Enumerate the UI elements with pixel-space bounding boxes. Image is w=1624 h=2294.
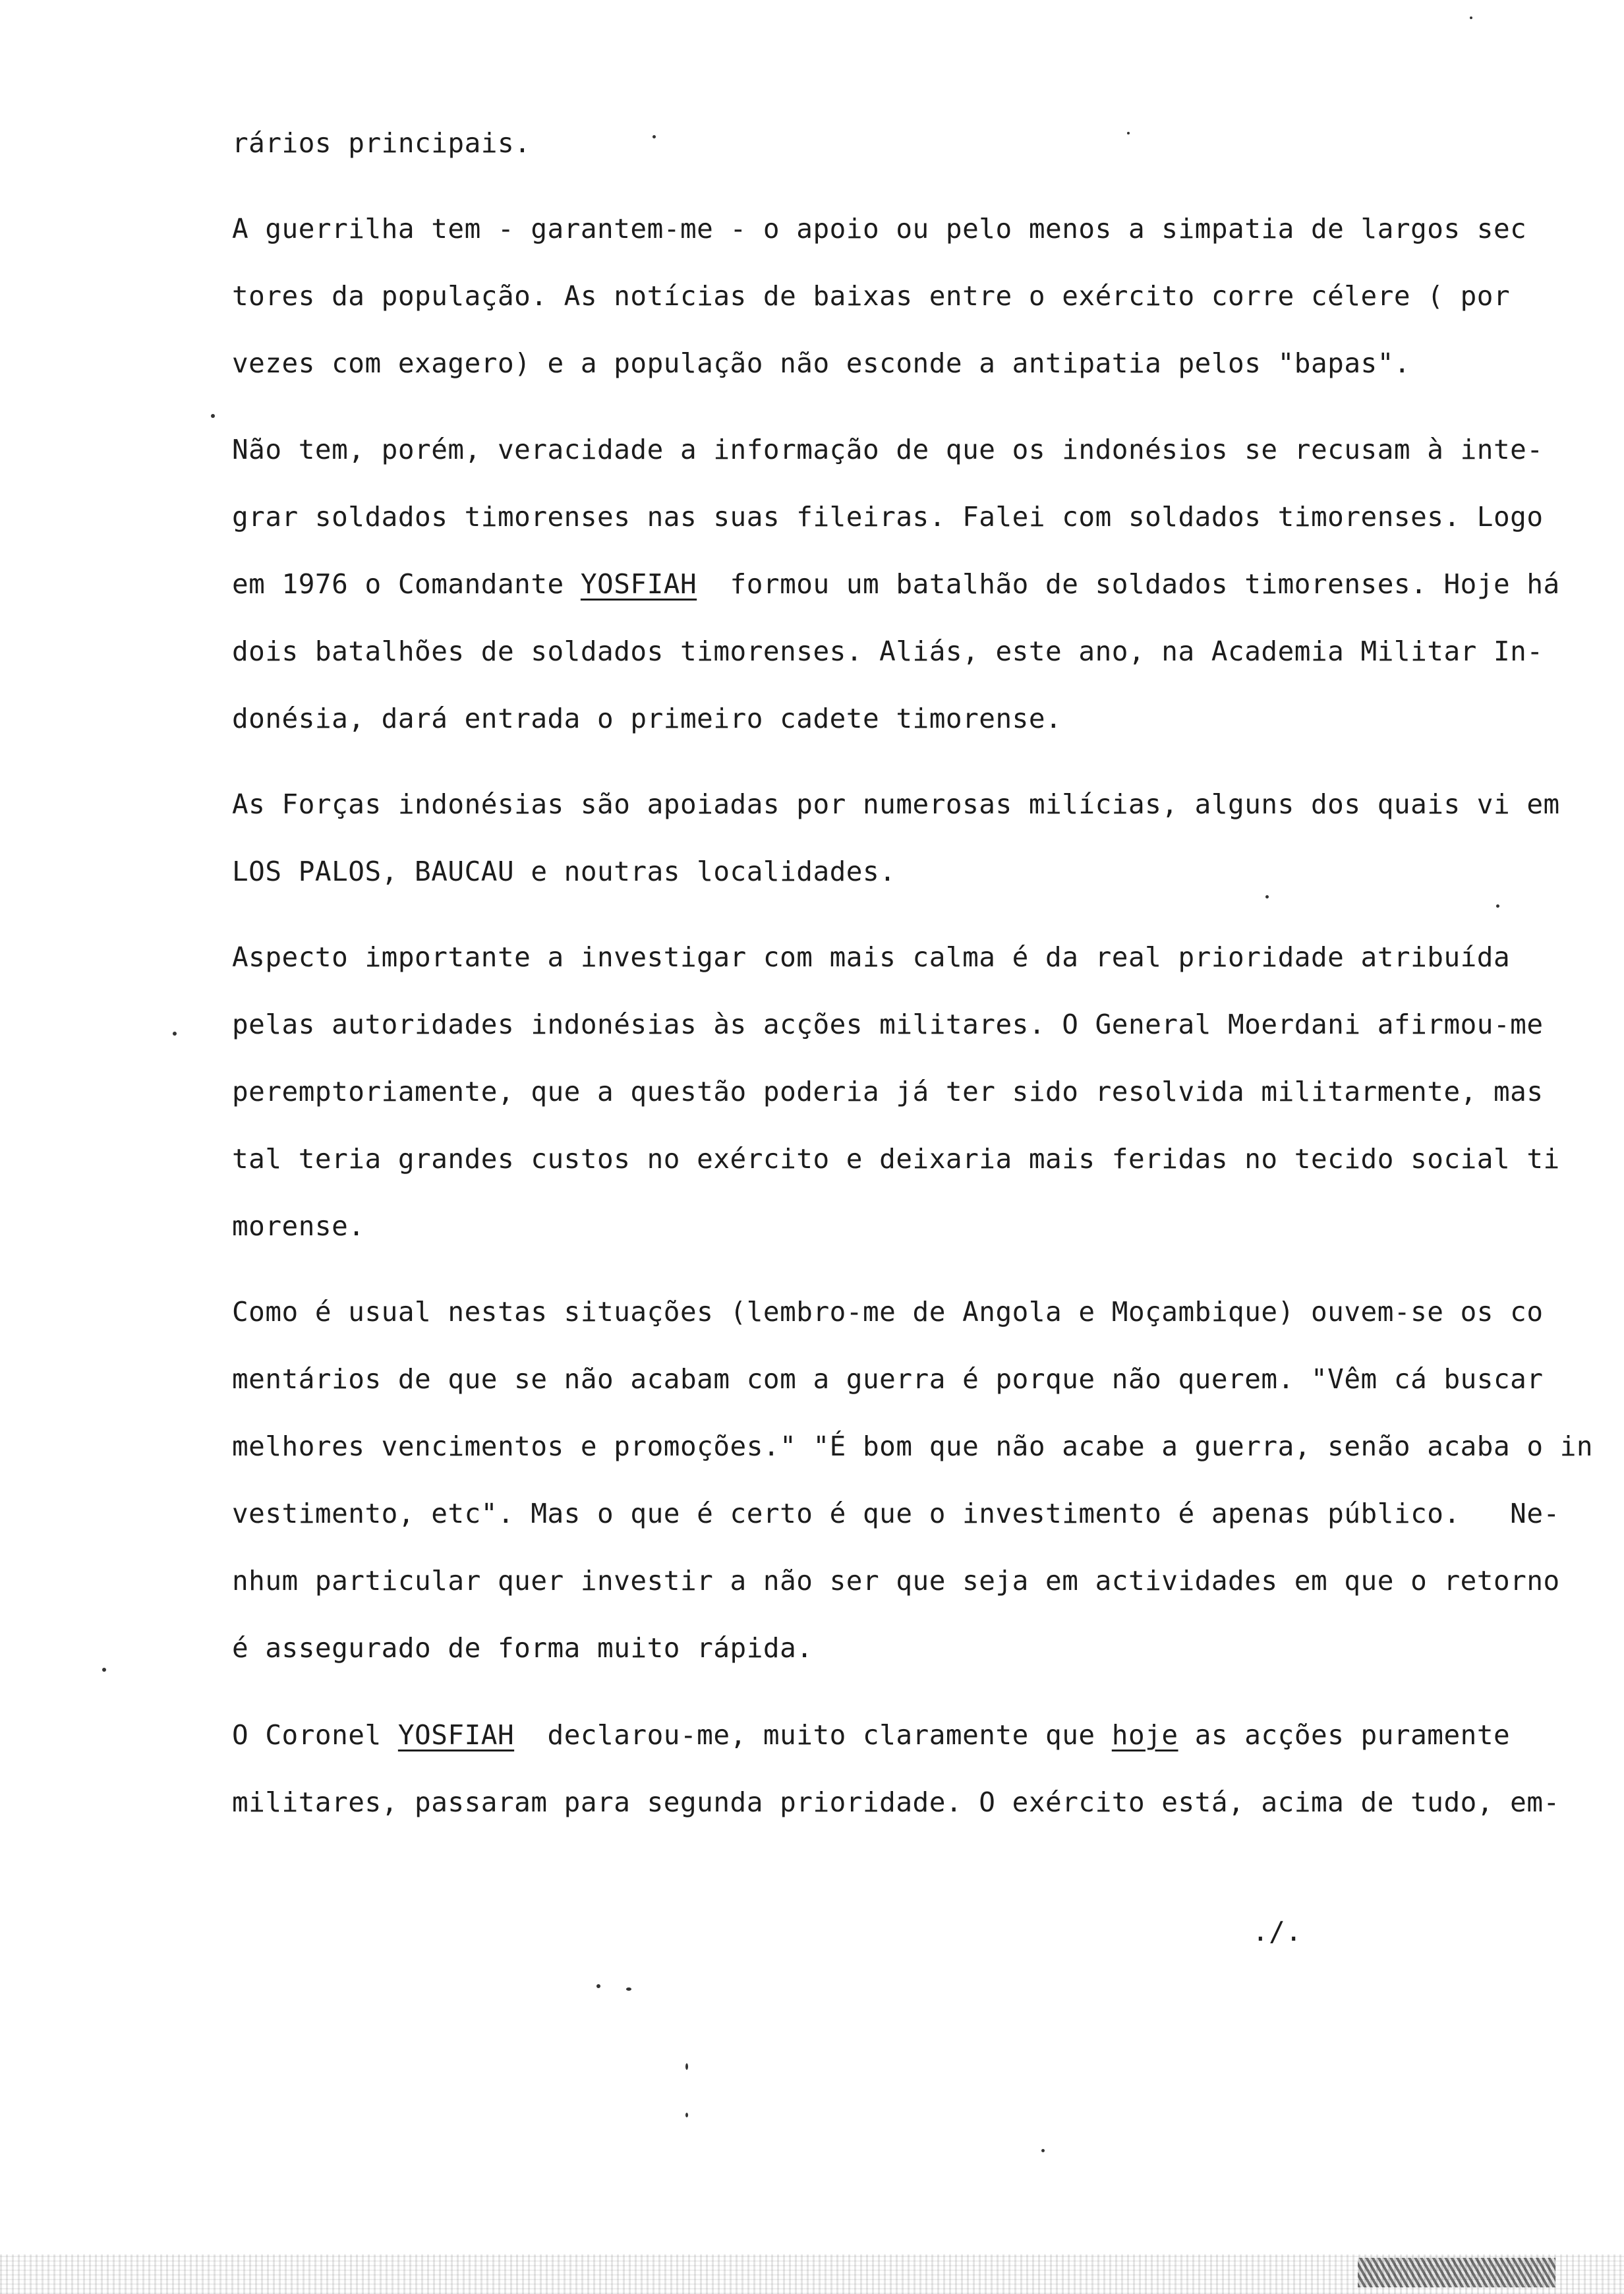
scan-speck: [1041, 2149, 1045, 2152]
text-line: grar soldados timorenses nas suas fileiras. Falei com soldados timorenses. Logo: [232, 501, 1544, 533]
text-line: é assegurado de forma muito rápida.: [232, 1632, 813, 1664]
line-part: declarou-me, muito claramente que: [514, 1719, 1112, 1751]
line-part: formou um batalhão de soldados timorenses. Hoje há: [697, 568, 1560, 600]
text-line: donésia, dará entrada o primeiro cadete timorense.: [232, 703, 1062, 734]
scan-speck: [102, 1668, 106, 1672]
continuation-mark: ./.: [1252, 1916, 1302, 1947]
text-line: militares, passaram para segunda prioridade. O exército está, acima de tudo, em-: [232, 1786, 1560, 1818]
text-line: [232, 1715, 1577, 1755]
text-line: As Forças indonésias são apoiadas por numerosas milícias, alguns dos quais vi em: [232, 788, 1560, 820]
scan-speck: [652, 135, 656, 138]
text-line: mentários de que se não acabam com a guerra é porque não querem. "Vêm cá buscar: [232, 1363, 1544, 1395]
scan-speck: [685, 2063, 688, 2070]
scan-noise-blot: [1358, 2258, 1555, 2287]
text-line: peremptoriamente, que a questão poderia já ter sido resolvida militarmente, mas: [232, 1076, 1544, 1107]
text-line: Não tem, porém, veracidade a informação de que os indonésios se recusam à inte-: [232, 434, 1544, 465]
scan-speck: [1127, 132, 1130, 134]
text-line: morense.: [232, 1210, 365, 1242]
line-part: em 1976 o Comandante: [232, 568, 581, 600]
text-line: melhores vencimentos e promoções." "É bom que não acabe a guerra, senão acaba o in: [232, 1430, 1594, 1462]
text-line: rários principais.: [232, 127, 531, 159]
underlined-name: YOSFIAH: [397, 1719, 515, 1751]
line-part: O Coronel: [232, 1719, 398, 1751]
text-line: dois batalhões de soldados timorenses. Aliás, este ano, na Academia Militar In-: [232, 635, 1544, 667]
scan-speck: [596, 1984, 600, 1988]
text-line: LOS PALOS, BAUCAU e noutras localidades.: [232, 856, 896, 887]
underlined-word: hoje: [1111, 1719, 1178, 1751]
text-line: vezes com exagero) e a população não esconde a antipatia pelos "bapas".: [232, 347, 1411, 379]
line-part: as acções puramente: [1178, 1719, 1511, 1751]
scan-speck: [173, 1032, 177, 1036]
scan-speck: [1265, 895, 1269, 898]
text-line: pelas autoridades indonésias às acções militares. O General Moerdani afirmou-me: [232, 1009, 1544, 1040]
underlined-name: YOSFIAH: [580, 568, 697, 600]
scan-speck: [1496, 904, 1499, 908]
scan-speck: [1470, 16, 1472, 19]
scan-speck: [685, 2113, 688, 2117]
scan-speck: [626, 1987, 631, 1991]
text-line: vestimento, etc". Mas o que é certo é que o investimento é apenas público. Ne-: [232, 1498, 1560, 1529]
text-line: tal teria grandes custos no exército e deixaria mais feridas no tecido social ti: [232, 1143, 1560, 1175]
text-line: Aspecto importante a investigar com mais calma é da real prioridade atribuída: [232, 941, 1511, 973]
scan-speck: [211, 414, 215, 418]
text-line: nhum particular quer investir a não ser que seja em actividades em que o retorno: [232, 1565, 1560, 1597]
text-line: Como é usual nestas situações (lembro-me de Angola e Moçambique) ouvem-se os co: [232, 1296, 1544, 1328]
text-line: [232, 564, 1577, 604]
text-line: A guerrilha tem - garantem-me - o apoio ou pelo menos a simpatia de largos sec: [232, 213, 1527, 245]
text-line: tores da população. As notícias de baixas entre o exército corre célere ( por: [232, 280, 1511, 312]
